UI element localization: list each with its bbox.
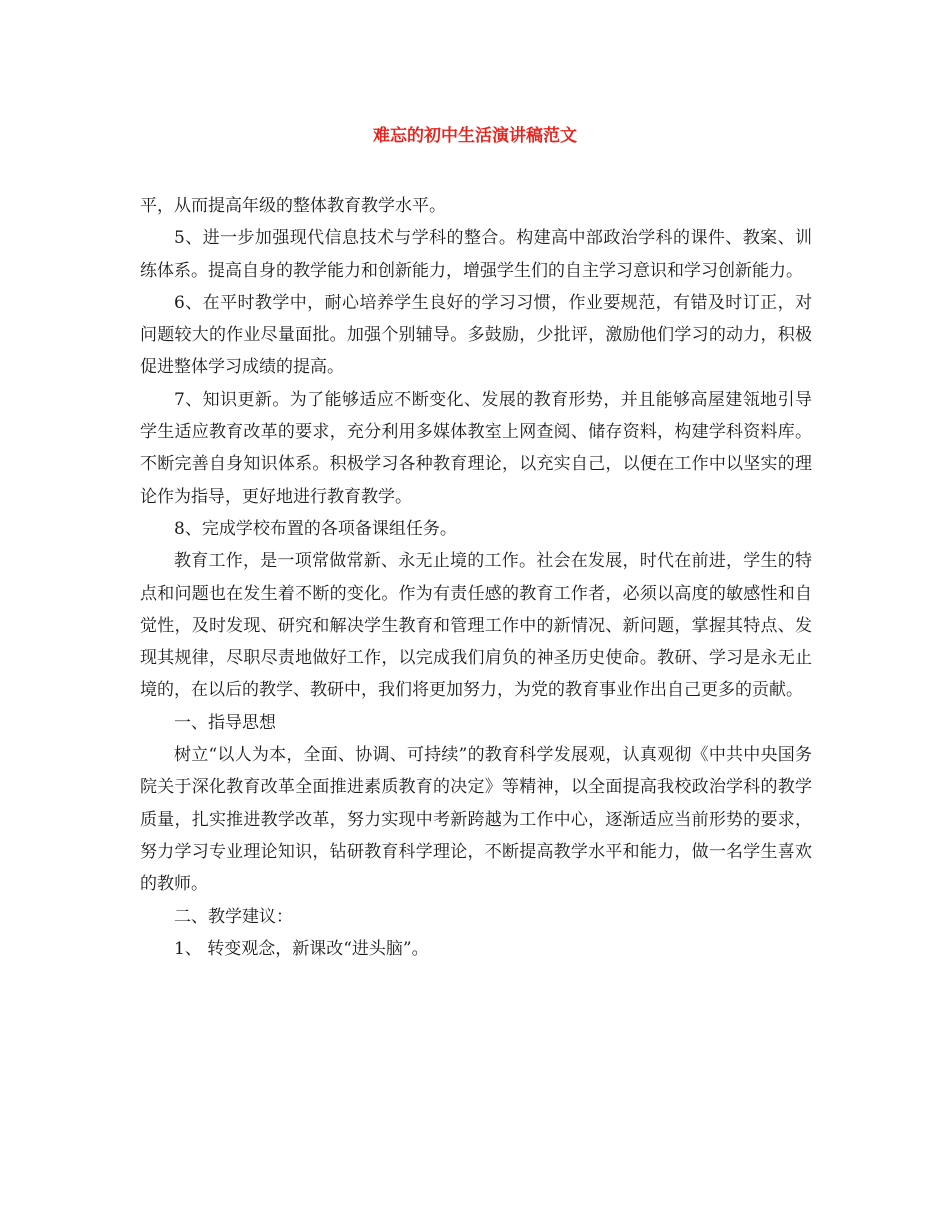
section-heading: 二、教学建议： — [174, 906, 293, 927]
paragraph: 教育工作，是一项常做常新、永无止境的工作。社会在发展，时代在前进，学生的特点和问题也在发生着不断的变化。作为有责任感的教育工作者，必须以高度的敏感性和自觉性，及时发现、研究和解决学生教育和管理工作中的新情况、新问题，掌握其特点、发现其规律，尽职尽责地做好工作，以完成我们肩负的神圣历史使命。教研、学习是永无止境的，在以后的教学、教研中，我们将更加努力，为党的教育事业作出自己更多的贡献。 — [140, 551, 812, 701]
document-title: 难忘的初中生活演讲稿范文 — [373, 126, 577, 146]
paragraph: 7、知识更新。为了能够适应不断变化、发展的教育形势，并且能够高屋建瓴地引导学生适应教育改革的要求，充分利用多媒体教室上网查阅、储存资料，构建学科资料库。不断完善自身知识体系。积极学习各种教育理论，以充实自己，以便在工作中以坚实的理论作为指导，更好地进行教育教学。 — [140, 389, 812, 507]
paragraph: 8、完成学校布置的各项备课组任务。 — [174, 518, 457, 539]
paragraph: 6、在平时教学中，耐心培养学生良好的学习习惯，作业要规范，有错及时订正，对问题较大的作业尽量面批。加强个别辅导。多鼓励，少批评，激励他们学习的动力，积极促进整体学习成绩的提高。 — [140, 292, 812, 378]
section-heading: 一、指导思想 — [174, 712, 276, 733]
paragraph: 5、进一步加强现代信息技术与学科的整合。构建高中部政治学科的课件、教案、训练体系。提高自身的教学能力和创新能力，增强学生们的自主学习意识和学习创新能力。 — [140, 228, 812, 281]
list-item: 1、 转变观念，新课改“进头脑”。 — [174, 938, 429, 959]
paragraph: 平，从而提高年级的整体教育教学水平。 — [140, 196, 446, 216]
document-body — [140, 190, 812, 965]
paragraph: 树立“以人为本，全面、协调、可持续”的教育科学发展观，认真观彻《中共中央国务院关于深化教育改革全面推进素质教育的决定》等精神，以全面提高我校政治学科的教学质量，扎实推进教学改革，努力实现中考新跨越为工作中心，逐渐适应当前形势的要求，努力学习专业理论知识，钻研教育科学理论，不断提高教学水平和能力，做一名学生喜欢的教师。 — [140, 745, 812, 895]
